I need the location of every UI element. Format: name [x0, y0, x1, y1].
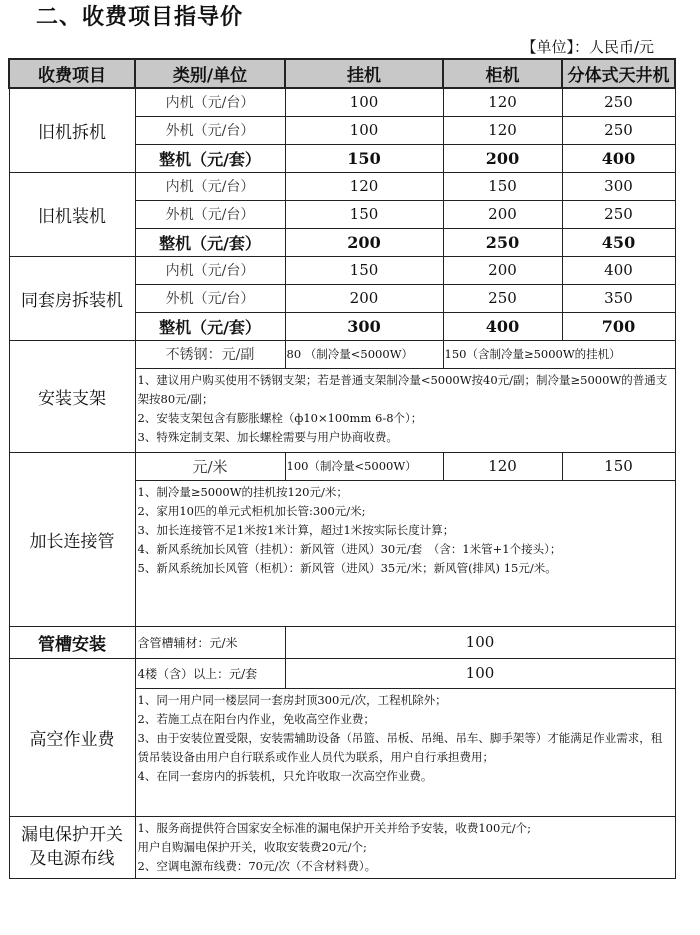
- ceiling-price: 250: [562, 116, 675, 144]
- wall-price: 150: [285, 144, 443, 172]
- note-line: 5、新风系统加长风管（柜机）：新风管（进风）35元/米；新风管(排风) 15元/米。: [137, 560, 557, 575]
- highwork-value: 100: [285, 658, 675, 688]
- table-row: [9, 88, 675, 116]
- ceiling-price: 300: [562, 172, 675, 200]
- wall-price: 200: [285, 228, 443, 256]
- header-cabinet: 柜机: [443, 59, 562, 88]
- page-heading: 二、收费项目指导价: [36, 5, 244, 30]
- wall-price: 150: [285, 200, 443, 228]
- ceiling-price: 250: [562, 200, 675, 228]
- ceiling-price: 450: [562, 228, 675, 256]
- cabinet-price: 120: [443, 116, 562, 144]
- header-spec: 类别/单位: [135, 59, 285, 88]
- table-row: [9, 256, 675, 284]
- bracket-name: 安装支架: [9, 340, 135, 452]
- group-name: 旧机装机: [9, 172, 135, 256]
- cabinet-price: 250: [443, 228, 562, 256]
- spec-cell: 内机（元/台）: [135, 256, 285, 284]
- leakage-name-line2: 及电源布线: [29, 849, 115, 869]
- bracket-notes: [135, 368, 675, 452]
- pipe-wall-price: 100（制冷量<5000W）: [285, 452, 443, 480]
- pipe-ceiling-price: 150: [562, 452, 675, 480]
- leakage-name-line1: 漏电保护开关: [21, 825, 123, 845]
- header-ceiling: 分体式天井机: [562, 59, 675, 88]
- table-row: [9, 658, 675, 688]
- note-line: 2、安装支架包含有膨胀螺栓（ф10×100mm 6-8个）；: [137, 410, 423, 425]
- table-row: [9, 340, 675, 368]
- highwork-notes: [135, 688, 675, 816]
- duct-value: 100: [285, 626, 675, 658]
- ceiling-price: 400: [562, 144, 675, 172]
- bracket-price-a: 80 （制冷量<5000W）: [285, 340, 443, 368]
- group-name: 同套房拆装机: [9, 256, 135, 340]
- duct-spec: 含管槽辅材：元/米: [135, 626, 285, 658]
- cabinet-price: 200: [443, 144, 562, 172]
- cabinet-price: 150: [443, 172, 562, 200]
- note-line: 2、若施工点在阳台内作业，免收高空作业费；: [137, 711, 375, 726]
- highwork-name: 高空作业费: [9, 658, 135, 816]
- note-line: 2、家用10匹的单元式柜机加长管:300元/米;: [137, 503, 366, 518]
- unit-note: 【单位】：人民币/元: [521, 38, 654, 56]
- pipe-cabinet-price: 120: [443, 452, 562, 480]
- note-line: 3、加长连接管不足1米按1米计算，超过1米按实际长度计算；: [137, 522, 455, 537]
- note-line: 1、制冷量≥5000W的挂机按120元/米；: [137, 484, 348, 499]
- note-line: 1、建议用户购买使用不锈钢支架；若是普通支架制冷量<5000W按40元/副；制冷量≥5000W的普通支架按80元/副；: [137, 372, 668, 406]
- table-row: [9, 452, 675, 480]
- note-line: 4、新风系统加长风管（挂机）：新风管（进风）30元/套 （含：1米管+1个接头）；: [137, 541, 562, 556]
- ceiling-price: 250: [562, 88, 675, 116]
- spec-cell: 内机（元/台）: [135, 88, 285, 116]
- bracket-price-b: 150（含制冷量≥5000W的挂机）: [443, 340, 675, 368]
- table-row: [9, 626, 675, 658]
- duct-name: 管槽安装: [9, 626, 135, 658]
- highwork-spec: 4楼（含）以上：元/套: [135, 658, 285, 688]
- note-line: 3、特殊定制支架、加长螺栓需要与用户协商收费。: [137, 429, 398, 444]
- spec-cell: 整机（元/套）: [135, 144, 285, 172]
- note-line: 1、同一用户同一楼层同一套房封顶300元/次，工程机除外；: [137, 692, 447, 707]
- note-line: 1、服务商提供符合国家安全标准的漏电保护开关并给予安装，收费100元/个;: [137, 820, 532, 835]
- wall-price: 100: [285, 116, 443, 144]
- cabinet-price: 250: [443, 284, 562, 312]
- fee-table: [8, 58, 676, 879]
- wall-price: 120: [285, 172, 443, 200]
- header-wall: 挂机: [285, 59, 443, 88]
- ceiling-price: 700: [562, 312, 675, 340]
- wall-price: 100: [285, 88, 443, 116]
- spec-cell: 外机（元/台）: [135, 116, 285, 144]
- note-line: 4、在同一套房内的拆装机，只允许收取一次高空作业费。: [137, 768, 433, 783]
- table-row: [9, 816, 675, 878]
- cabinet-price: 200: [443, 256, 562, 284]
- spec-cell: 整机（元/套）: [135, 228, 285, 256]
- cabinet-price: 200: [443, 200, 562, 228]
- cabinet-price: 120: [443, 88, 562, 116]
- cabinet-price: 400: [443, 312, 562, 340]
- note-line: 3、由于安装位置受限，安装需辅助设备（吊篮、吊板、吊绳、吊车、脚手架等）才能满足作业需求，租赁吊装设备由用户自行联系或作业人员代为联系，用户自行承担费用；: [137, 730, 663, 764]
- header-item: 收费项目: [9, 59, 135, 88]
- leakage-notes: [135, 816, 675, 878]
- pipe-notes: [135, 480, 675, 626]
- ceiling-price: 400: [562, 256, 675, 284]
- wall-price: 200: [285, 284, 443, 312]
- pipe-name: 加长连接管: [9, 452, 135, 626]
- table-row: [9, 172, 675, 200]
- wall-price: 300: [285, 312, 443, 340]
- ceiling-price: 350: [562, 284, 675, 312]
- bracket-spec: 不锈钢：元/副: [135, 340, 285, 368]
- group-name: 旧机拆机: [9, 88, 135, 172]
- spec-cell: 整机（元/套）: [135, 312, 285, 340]
- note-line: 2、空调电源布线费：70元/次（不含材料费）。: [137, 858, 377, 873]
- spec-cell: 外机（元/台）: [135, 284, 285, 312]
- header-row: [9, 59, 675, 88]
- spec-cell: 内机（元/台）: [135, 172, 285, 200]
- spec-cell: 外机（元/台）: [135, 200, 285, 228]
- wall-price: 150: [285, 256, 443, 284]
- leakage-name: [9, 816, 135, 878]
- note-line: 用户自购漏电保护开关，收取安装费20元/个;: [137, 839, 367, 854]
- pipe-spec: 元/米: [135, 452, 285, 480]
